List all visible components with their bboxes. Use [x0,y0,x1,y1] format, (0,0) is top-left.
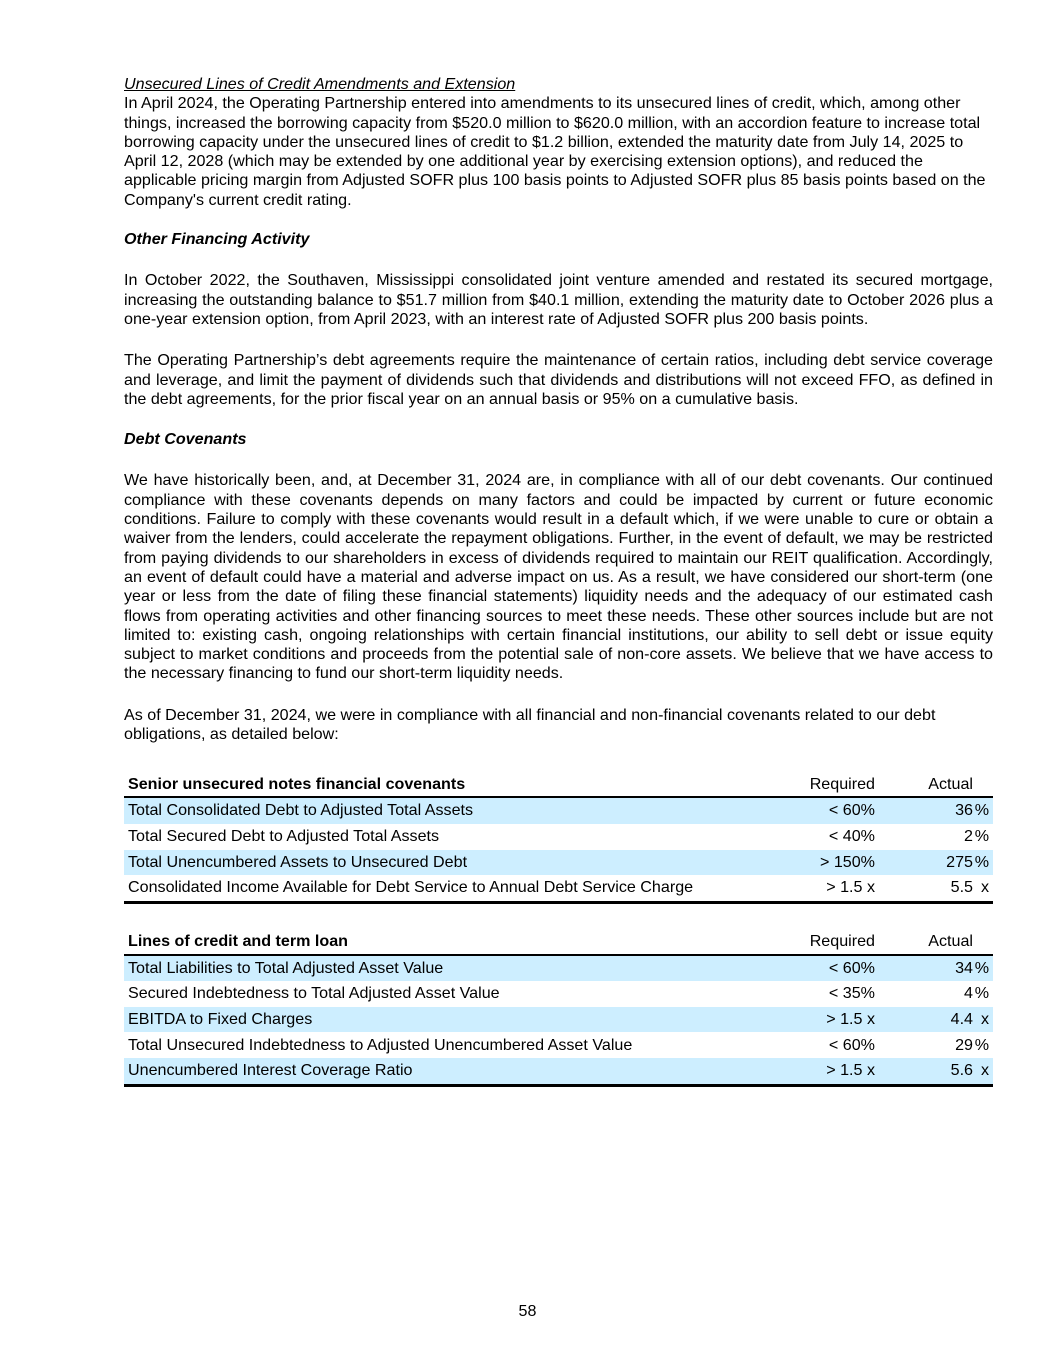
row-required: > 1.5 x [784,875,887,902]
row-actual: 4 % [964,984,989,1003]
senior-required-header: Required [784,772,887,797]
row-label: Consolidated Income Available for Debt Service to Annual Debt Service Charge [124,875,784,902]
table-row [124,824,993,850]
paragraph-covenant-compliance: We have historically been, and, at December 31, 2024 are, in compliance with all of our debt covenants. Our continued compliance with these covenants depends on many factors and could be impacted by current or future economic conditions. Failure to comply with these covenants would result in a default which, if we were unable to cure or obtain a waiver from the lenders, could accelerate the repayment obligations. Further, in the event of default, we may be restricted from paying dividends to our shareholders in excess of dividends required to maintain our REIT qualification. Accordingly, an event of default could have a material and adverse impact on us. As a result, we have considered our short-term (one year or less from the date of filing these financial statements) liquidity needs and the adequacy of our estimated cash flows from operating activities and other financing sources to meet these needs. These other sources include but are not limited to: existing cash, ongoing relationships with certain financial institutions, our ability to sell debt or issue equity subject to market conditions and proceeds from the potential sale of non-core assets. We believe that we have access to the necessary financing to fund our short-term liquidity needs. [124,471,993,683]
row-actual: 5.5 x [887,875,993,902]
row-required: < 60% [784,955,887,982]
page-number: 58 [518,1302,537,1320]
row-required: < 60% [828,1035,875,1054]
row-label: Unencumbered Interest Coverage Ratio [124,1058,784,1085]
row-actual: 5.6 x [887,1058,993,1085]
row-actual: 4.4 x [887,1007,993,1033]
row-required: < 60% [784,797,887,824]
row-label: Total Liabilities to Total Adjusted Asset Value [124,955,784,982]
senior-actual-header: Actual [887,772,993,797]
section-subheading-unsecured-lines: Unsecured Lines of Credit Amendments and Extension [124,75,516,93]
row-required: < 40% [828,827,875,846]
document-page [124,75,993,1087]
table-row [124,797,993,824]
row-actual: 36 % [887,797,993,824]
row-label: Total Unsecured Indebtedness to Adjusted Unencumbered Asset Value [128,1035,633,1054]
senior-notes-covenants-table [124,772,993,903]
table-row [124,981,993,1007]
senior-notes-table-header: Senior unsecured notes financial covenants [124,772,784,797]
credit-lines-covenants-table [124,930,993,1087]
row-label: Total Consolidated Debt to Adjusted Total Assets [124,797,784,824]
row-label: EBITDA to Fixed Charges [124,1007,784,1033]
row-label: Total Unencumbered Assets to Unsecured Debt [124,850,784,876]
paragraph-debt-agreements: The Operating Partnership’s debt agreements require the maintenance of certain ratios, including debt service coverage and leverage, and limit the payment of dividends such that dividends and distributions will not exceed FFO, as defined in the debt agreements, for the prior fiscal year on an annual basis or 95% on a cumulative basis. [124,351,993,408]
row-label: Secured Indebtedness to Total Adjusted Asset Value [128,984,500,1003]
row-actual: 275 % [887,850,993,876]
row-label: Total Secured Debt to Adjusted Total Assets [128,827,440,846]
row-required: > 1.5 x [784,1058,887,1085]
row-required: > 150% [784,850,887,876]
row-actual: 2 % [964,827,989,846]
table-row [124,1007,993,1033]
credit-lines-table-header: Lines of credit and term loan [124,930,784,955]
row-required: > 1.5 x [784,1007,887,1033]
paragraph-southaven-mortgage: In October 2022, the Southaven, Mississippi consolidated joint venture amended and restated its secured mortgage, increasing the outstanding balance to $51.7 million from $40.1 million, extending the maturity date to October 2026 plus a one-year extension option, from April 2023, with an interest rate of Adjusted SOFR plus 200 basis points. [124,271,993,328]
paragraph-unsecured-lines: In April 2024, the Operating Partnership entered into amendments to its unsecured lines of credit, which, among other things, increased the borrowing capacity from $520.0 million to $620.0 million, with an accordion feature to increase total borrowing capacity under the unsecured lines of credit to $1.2 billion, extended the maturity date from July 14, 2025 to April 12, 2028 (which may be extended by one additional year by exercising extension options), and reduced the applicable pricing margin from Adjusted SOFR plus 100 basis points to Adjusted SOFR plus 85 basis points based on the Company's current credit rating. [124,94,986,209]
table-row [124,875,993,902]
table-row [124,1032,993,1058]
table-row [124,850,993,876]
heading-other-financing-activity: Other Financing Activity [124,230,310,249]
row-actual: 29 % [955,1035,989,1054]
row-required: < 35% [828,984,875,1003]
credit-required-header: Required [784,930,887,955]
table-row [124,1058,993,1085]
heading-debt-covenants: Debt Covenants [124,430,247,449]
row-actual: 34 % [887,955,993,982]
paragraph-compliance-summary: As of December 31, 2024, we were in compliance with all financial and non-financial covenants related to our debt obligations, as detailed below: [124,705,936,744]
credit-actual-header: Actual [887,930,993,955]
table-row [124,955,993,982]
